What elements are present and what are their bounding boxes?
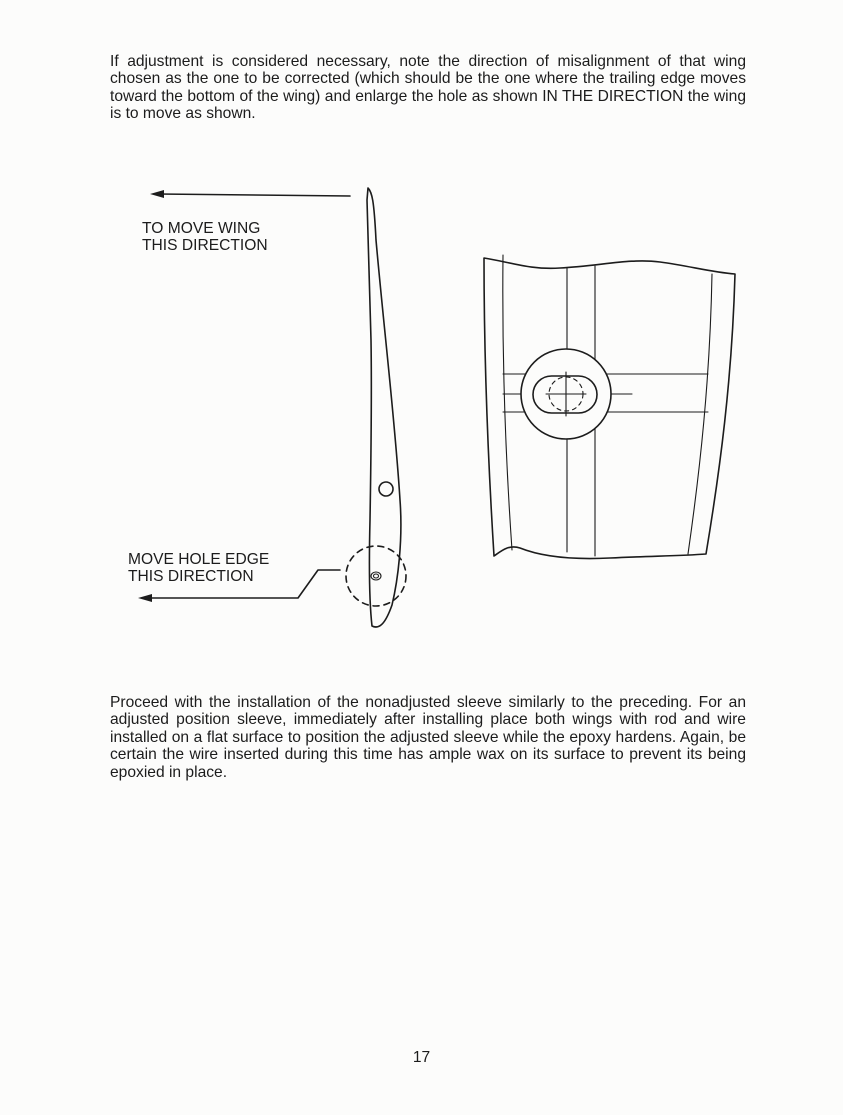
move-wing-label-line-1: TO MOVE WING xyxy=(142,220,261,237)
move-wing-label-line-2: THIS DIRECTION xyxy=(142,237,268,255)
move-hole-label-line-2: THIS DIRECTION xyxy=(128,568,254,586)
move-wing-label xyxy=(142,220,268,255)
move-hole-label xyxy=(128,551,269,586)
intro-paragraph: If adjustment is considered necessary, note the direction of misalignment of that wing chosen as the one to be corrected (which should be the one where the trailing edge moves toward the bottom of the wing) and enlarge the hole as shown IN THE DIRECTION the wing is to move as shown. xyxy=(110,53,746,123)
page-number: 17 xyxy=(412,1049,431,1066)
move-hole-label-line-1: MOVE HOLE EDGE xyxy=(128,551,270,568)
proceed-paragraph: Proceed with the installation of the nonadjusted sleeve similarly to the preceding. For an adjusted position sleeve, immediately after installing place both wings with rod and wire installed on a flat surface to position the adjusted sleeve while the epoxy hardens. Again, be certain the wire inserted during this time has ample wax on its surface to prevent its being epoxied in place. xyxy=(110,694,746,781)
